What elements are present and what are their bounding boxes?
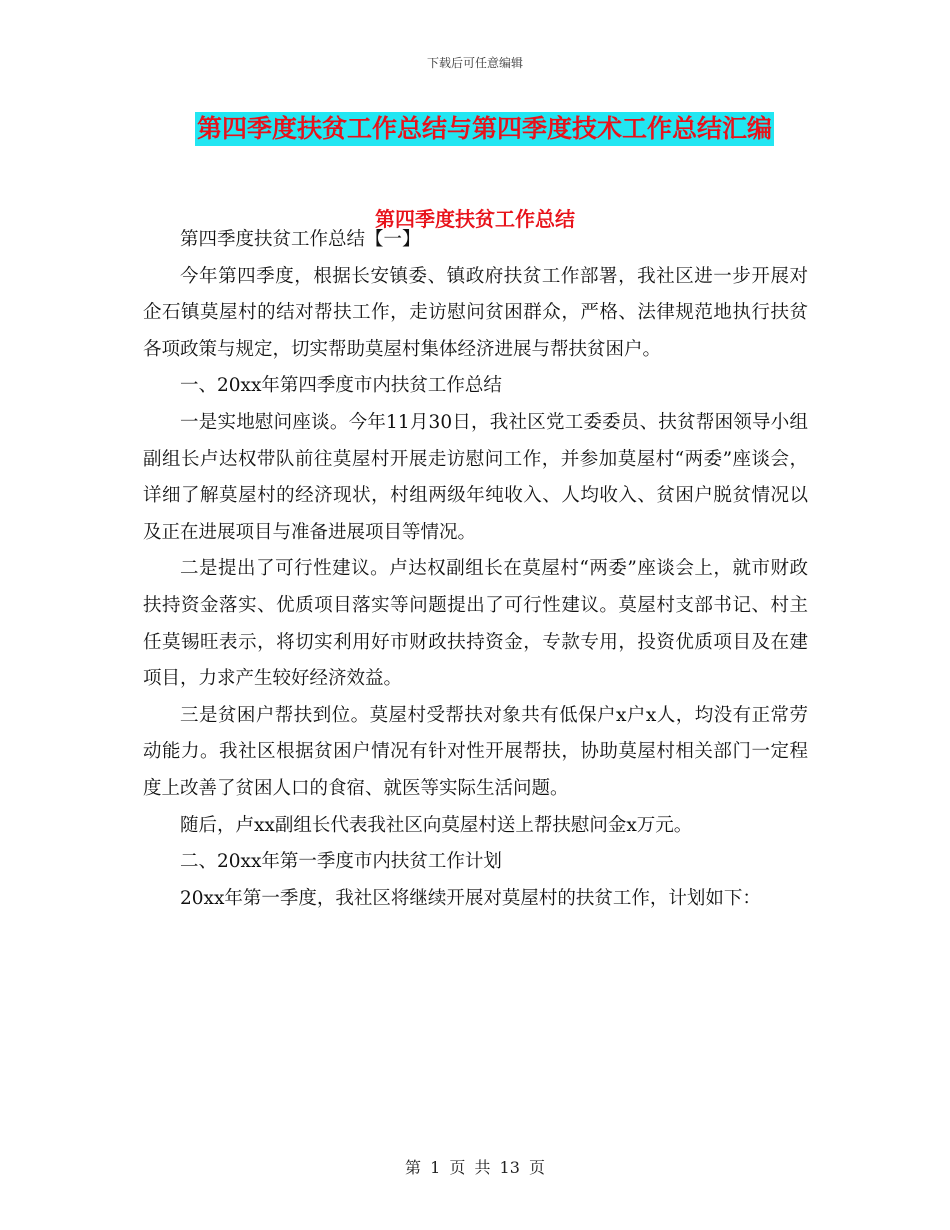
header-note: 下载后可任意编辑 bbox=[426, 56, 523, 70]
paragraph: 随后，卢xx副组长代表我社区向莫屋村送上帮扶慰问金x万元。 bbox=[180, 814, 693, 836]
document-body bbox=[143, 222, 808, 917]
paragraph: 今年第四季度，根据长安镇委、镇政府扶贫工作部署，我社区进一步开展对企石镇莫屋村的结对帮扶工作，走访慰问贫困群众，严格、法律规范地执行扶贫各项政策与规定，切实帮助莫屋村集体经济进展与帮扶贫困户。 bbox=[143, 265, 808, 360]
paragraph-heading: 一、20xx年第四季度市内扶贫工作总结 bbox=[180, 375, 502, 397]
paragraph: 二是提出了可行性建议。卢达权副组长在莫屋村“两委”座谈会上，就市财政扶持资金落实、优质项目落实等问题提出了可行性建议。莫屋村支部书记、村主任莫锡旺表示，将切实利用好市财政扶持资金，专款专用，投资优质项目及在建项目，力求产生较好经济效益。 bbox=[143, 558, 808, 690]
paragraph-heading: 第四季度扶贫工作总结【一】 bbox=[180, 229, 421, 250]
paragraph: 20xx年第一季度，我社区将继续开展对莫屋村的扶贫工作，计划如下： bbox=[180, 887, 761, 909]
page-footer: 第 1 页 共 13 页 bbox=[405, 1158, 545, 1177]
section-title: 第四季度扶贫工作总结 bbox=[375, 207, 575, 231]
document-main-title: 第四季度扶贫工作总结与第四季度技术工作总结汇编 bbox=[195, 112, 774, 146]
paragraph: 一是实地慰问座谈。今年11月30日，我社区党工委委员、扶贫帮困领导小组副组长卢达权带队前往莫屋村开展走访慰问工作，并参加莫屋村“两委”座谈会，详细了解莫屋村的经济现状，村组两级年纯收入、人均收入、贫困户脱贫情况以及正在进展项目与准备进展项目等情况。 bbox=[143, 411, 808, 543]
paragraph-heading: 二、20xx年第一季度市内扶贫工作计划 bbox=[180, 851, 502, 873]
paragraph: 三是贫困户帮扶到位。莫屋村受帮扶对象共有低保户x户x人，均没有正常劳动能力。我社区根据贫困户情况有针对性开展帮扶，协助莫屋村相关部门一定程度上改善了贫困人口的食宿、就医等实际生活问题。 bbox=[143, 704, 808, 799]
